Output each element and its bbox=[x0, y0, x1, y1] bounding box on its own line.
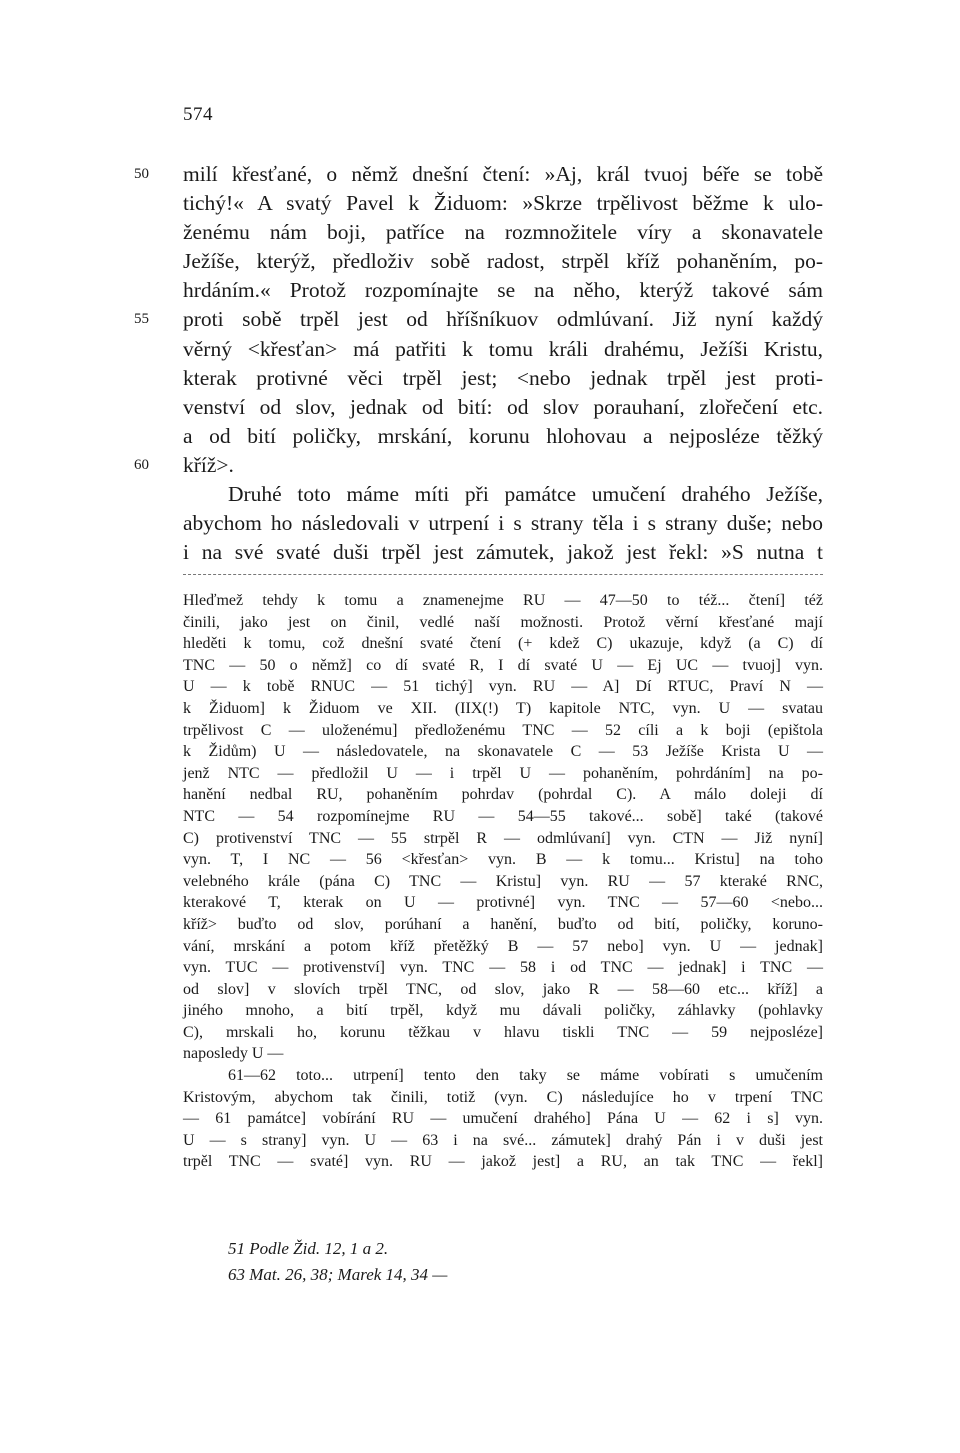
text-line bbox=[0, 276, 960, 305]
apparatus-line bbox=[0, 590, 960, 612]
text-line bbox=[0, 305, 960, 334]
apparatus-text: činili, jako jest on činil, vedlé naší možnosti. Protož věrní křesťané mají bbox=[183, 613, 823, 631]
line-text: Druhé toto máme míti při památce umučení drahého Ježíše, bbox=[228, 482, 823, 507]
apparatus-divider bbox=[183, 574, 823, 575]
text-line bbox=[0, 218, 960, 247]
biblical-references bbox=[0, 1236, 960, 1288]
apparatus-line bbox=[0, 655, 960, 677]
apparatus-line bbox=[0, 979, 960, 1001]
apparatus-line bbox=[0, 698, 960, 720]
line-text: venství od slov, jednak od bití: od slov porauhaní, zlořečení etc. bbox=[183, 394, 823, 419]
line-text: a od bití poličky, mrskání, korunu hlohovau a nejposléze těžký bbox=[183, 423, 823, 448]
line-text: proti sobě trpěl jest od hříšníkuov odmlúvaní. Již nyní každý bbox=[183, 307, 823, 332]
line-text: kříž>. bbox=[183, 452, 234, 477]
apparatus-text: U — k tobě RNUC — 51 tichý] vyn. RU — A] Dí RTUC, Praví N — bbox=[183, 678, 823, 696]
apparatus-text: 61—62 toto... utrpení] tento den taky se máme vobírati s umučením bbox=[228, 1067, 823, 1085]
apparatus-text: k Židům) U — následovatele, na skonavatele C — 53 Ježíše Krista U — bbox=[183, 743, 823, 761]
apparatus-line bbox=[0, 1043, 960, 1065]
apparatus-text: trpěl TNC — svaté] vyn. RU — jakož jest] a RU, an tak TNC — řekl] bbox=[183, 1153, 823, 1171]
line-text: hrdáním.« Protož rozpomínajte se na něho, kterýž takové sám bbox=[183, 278, 823, 303]
apparatus-line bbox=[0, 828, 960, 850]
apparatus-text: od slov] v slovích trpěl TNC, od slov, jako R — 58—60 etc... kříž] a bbox=[183, 980, 823, 998]
apparatus-line bbox=[0, 957, 960, 979]
text-line bbox=[0, 160, 960, 189]
line-number: 50 bbox=[134, 166, 149, 182]
apparatus-text: kříž> buďto od slov, porúhaní a hanění, buďto od bití, poličky, koruno- bbox=[183, 915, 823, 933]
apparatus-line bbox=[0, 849, 960, 871]
text-line bbox=[0, 247, 960, 276]
line-text: věrný <křesťan> má patřiti k tomu králi drahému, Ježíši Kristu, bbox=[183, 336, 823, 361]
text-line bbox=[0, 422, 960, 451]
apparatus-text: Hleďmež tehdy k tomu a znamenejme RU — 47—50 to též... čtení] též bbox=[183, 592, 823, 609]
text-line bbox=[0, 480, 960, 509]
apparatus-line bbox=[0, 914, 960, 936]
apparatus-text: hanění nedbal RU, pohaněním pohrdav (pohrdal C). A málo doleji dí bbox=[183, 786, 823, 804]
text-line bbox=[0, 509, 960, 538]
reference-text: 51 Podle Žid. 12, 1 a 2. bbox=[228, 1239, 389, 1258]
apparatus-text: vyn. T, I NC — 56 <křesťan> vyn. B — k tomu... Kristu] na toho bbox=[183, 851, 823, 869]
text-line bbox=[0, 393, 960, 422]
line-text: ženému nám boji, patříce na rozmnožitele víry a skonavatele bbox=[183, 220, 823, 245]
line-text: abychom ho následovali v utrpení i s strany těla i s strany duše; nebo bbox=[183, 511, 823, 536]
apparatus-line bbox=[0, 871, 960, 893]
critical-apparatus bbox=[0, 590, 960, 1173]
apparatus-line bbox=[0, 1087, 960, 1109]
apparatus-text: Kristovým, abychom tak činili, totiž (vyn. C) následujíce ho v trpení TNC bbox=[183, 1088, 823, 1106]
reference-text: 63 Mat. 26, 38; Marek 14, 34 — bbox=[228, 1265, 448, 1284]
apparatus-line bbox=[0, 633, 960, 655]
apparatus-line bbox=[0, 1151, 960, 1173]
apparatus-text: vání, mrskání a potom kříž přetěžký B — 57 nebo] vyn. U — jednak] bbox=[183, 937, 823, 955]
apparatus-line bbox=[0, 806, 960, 828]
text-line bbox=[0, 189, 960, 218]
apparatus-text: hleděti k tomu, což dnešní svaté čtení (+ kdež C) ukazuje, když (a C) dí bbox=[183, 635, 823, 653]
apparatus-line bbox=[0, 892, 960, 914]
text-line bbox=[0, 538, 960, 567]
text-line bbox=[0, 364, 960, 393]
apparatus-line bbox=[0, 676, 960, 698]
apparatus-line bbox=[0, 763, 960, 785]
apparatus-text: velebného krále (pána C) TNC — Kristu] vyn. RU — 57 kteraké RNC, bbox=[183, 872, 823, 890]
apparatus-text: C) protivenství TNC — 55 strpěl R — odmlúvaní] vyn. CTN — Již nyní] bbox=[183, 829, 823, 847]
line-number: 55 bbox=[134, 311, 149, 328]
apparatus-text: k Židuom] k Židuom ve XII. (IIX(!) T) kapitole NTC, vyn. U — svatau bbox=[183, 699, 823, 717]
apparatus-text: jiného mnoho, a bití trpěl, když mu dávali poličky, záhlavky (pohlavky bbox=[183, 1002, 823, 1020]
apparatus-line bbox=[0, 1022, 960, 1044]
page-number: 574 bbox=[183, 104, 213, 125]
apparatus-line bbox=[0, 1065, 960, 1087]
apparatus-text: naposledy U — bbox=[183, 1045, 284, 1063]
apparatus-text: vyn. TUC — protivenství] vyn. TNC — 58 i od TNC — jednak] i TNC — bbox=[183, 959, 823, 977]
main-text bbox=[0, 160, 960, 567]
apparatus-line bbox=[0, 1108, 960, 1130]
apparatus-text: NTC — 54 rozpomínejme RU — 54—55 takové... sobě] také (takové bbox=[183, 807, 823, 825]
apparatus-line bbox=[0, 1000, 960, 1022]
reference-line bbox=[0, 1262, 960, 1288]
apparatus-text: C), mrskali ho, korunu těžkau v hlavu tiskli TNC — 59 nejposléze] bbox=[183, 1023, 823, 1041]
line-text: Ježíše, kterýž, předloživ sobě radost, strpěl kříž pohaněním, po- bbox=[183, 249, 823, 274]
apparatus-line bbox=[0, 936, 960, 958]
text-line bbox=[0, 451, 960, 480]
apparatus-text: TNC — 50 o němž] co dí svaté R, I dí svaté U — Ej UC — tvuoj] vyn. bbox=[183, 656, 823, 674]
line-text: kterak protivné věci trpěl jest; <nebo jednak trpěl jest proti- bbox=[183, 365, 823, 390]
line-text: tichý!« A svatý Pavel k Židuom: »Skrze trpělivost běžme k ulo- bbox=[183, 191, 823, 216]
text-line bbox=[0, 335, 960, 364]
line-text: milí křesťané, o němž dnešní čtení: »Aj, král tvuoj béře se tobě bbox=[183, 162, 823, 186]
apparatus-line bbox=[0, 720, 960, 742]
apparatus-text: U — s strany] vyn. U — 63 i na své... zámutek] drahý Pán i v duši jest bbox=[183, 1131, 823, 1149]
reference-line bbox=[0, 1236, 960, 1262]
apparatus-text: jenž NTC — předložil U — i trpěl U — pohaněním, pohrdáním] na po- bbox=[183, 764, 823, 782]
apparatus-line bbox=[0, 741, 960, 763]
apparatus-text: kterakové T, kterak on U — protivné] vyn. TNC — 57—60 <nebo... bbox=[183, 894, 823, 912]
apparatus-text: — 61 památce] vobírání RU — umučení drahého] Pána U — 62 i s] vyn. bbox=[183, 1110, 823, 1128]
apparatus-line bbox=[0, 1130, 960, 1152]
line-number: 60 bbox=[134, 456, 149, 473]
line-text: i na své svaté duši trpěl jest zámutek, jakož jest řekl: »S nutna t bbox=[183, 540, 823, 565]
apparatus-line bbox=[0, 784, 960, 806]
apparatus-line bbox=[0, 612, 960, 634]
apparatus-text: trpělivost C — uloženému] předloženému TNC — 52 cíli a k boji (epištola bbox=[183, 721, 823, 739]
